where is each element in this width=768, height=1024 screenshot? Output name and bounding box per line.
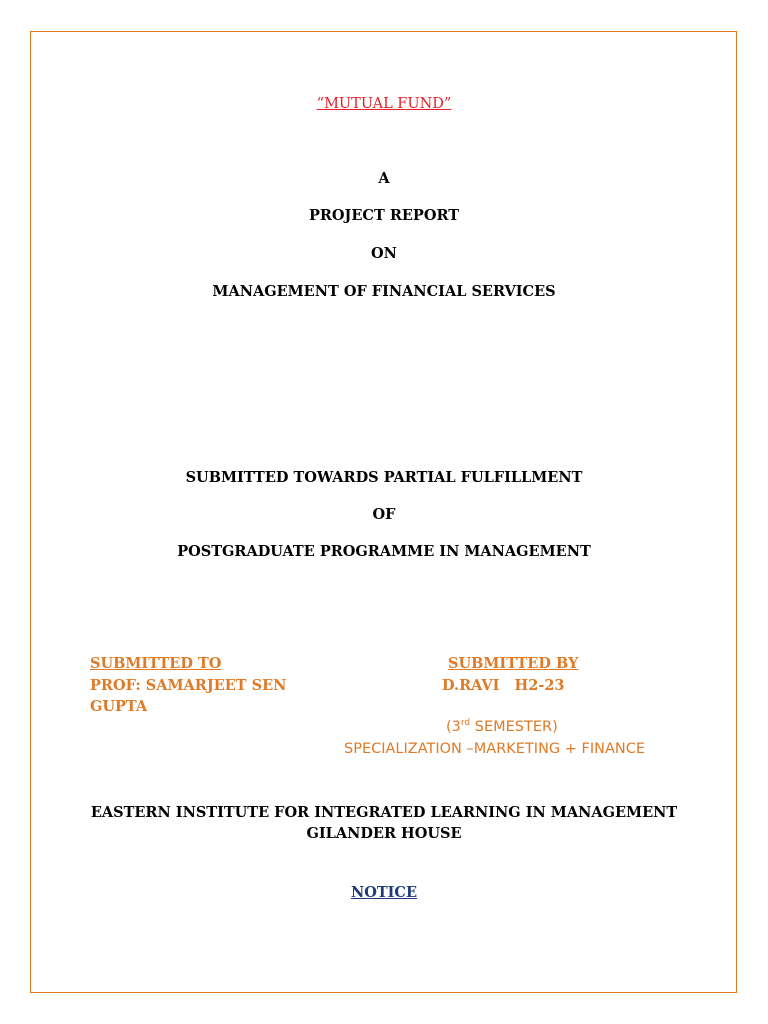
document-title: “MUTUAL FUND”	[316, 96, 452, 112]
semester-sup: rd	[460, 718, 471, 729]
line-a: A	[378, 170, 390, 187]
line-project-report: PROJECT REPORT	[308, 207, 460, 224]
line-submitted-towards: SUBMITTED TOWARDS PARTIAL FULFILLMENT	[185, 469, 583, 486]
notice-heading: NOTICE	[350, 884, 418, 901]
line-programme: POSTGRADUATE PROGRAMME IN MANAGEMENT	[177, 543, 591, 560]
submitted-to-name-line1: PROF: SAMARJEET SEN	[90, 677, 287, 694]
line-on: ON	[371, 245, 397, 262]
semester-line	[446, 718, 558, 736]
specialization-line: SPECIALIZATION –MARKETING + FINANCE	[344, 741, 646, 757]
semester-open: (3	[446, 719, 461, 735]
semester-rest: SEMESTER)	[470, 719, 558, 735]
line-of: OF	[372, 506, 396, 523]
line-subject: MANAGEMENT OF FINANCIAL SERVICES	[212, 283, 556, 300]
institute-house: GILANDER HOUSE	[306, 825, 462, 842]
submitted-by-name: D.RAVI H2-23	[442, 677, 565, 694]
institute-name: EASTERN INSTITUTE FOR INTEGRATED LEARNING IN MANAGEMENT	[90, 804, 678, 821]
submitted-by-label: SUBMITTED BY	[448, 655, 579, 672]
submitted-to-label: SUBMITTED TO	[90, 655, 222, 672]
submitted-to-name-line2: GUPTA	[90, 698, 148, 715]
